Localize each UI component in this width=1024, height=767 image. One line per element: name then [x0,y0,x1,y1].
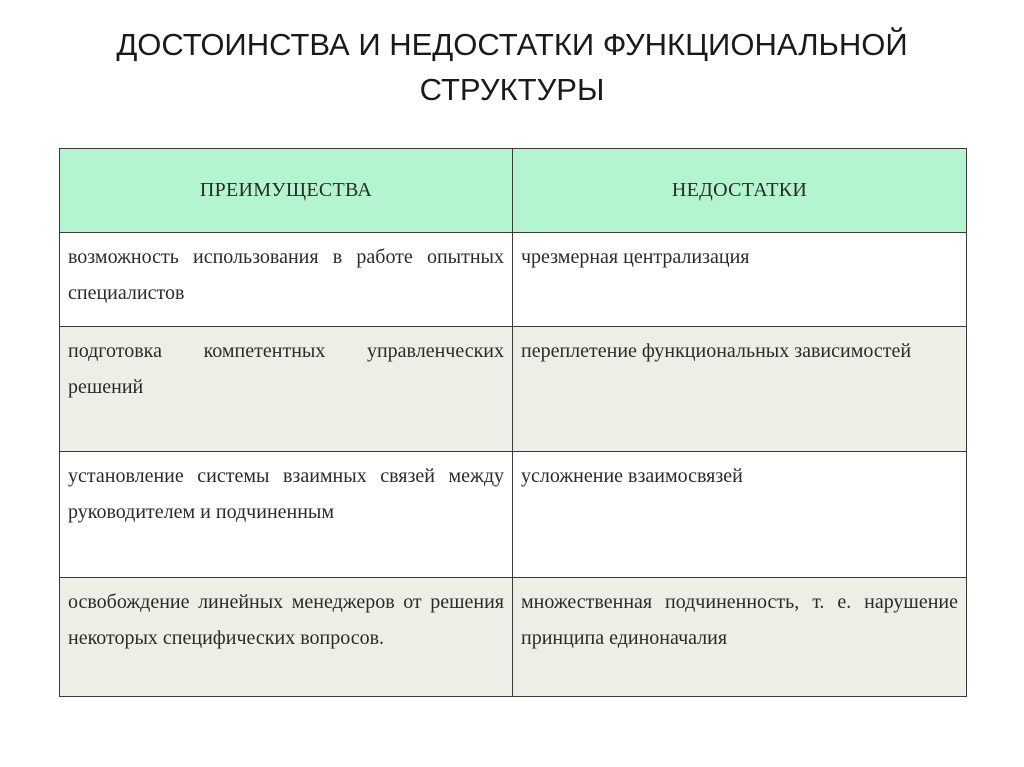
slide-title-line-1: ДОСТОИНСТВА И НЕДОСТАТКИ ФУНКЦИОНАЛЬНОЙ [116,27,908,62]
table-row [60,327,967,452]
table-row [60,452,967,578]
disadvantage-cell: множественная подчиненность, т. е. нарушение принципа единоначалия [513,578,967,697]
header-disadvantages: НЕДОСТАТКИ [513,149,967,233]
disadvantage-cell: переплетение функциональных зависимостей [513,327,967,452]
table-row [60,233,967,327]
advantage-cell: подготовка компетентных управленческих решений [60,327,513,452]
table-header-row [60,149,967,233]
slide-title [0,22,1024,112]
advantage-cell: возможность использования в работе опытных специалистов [60,233,513,327]
advantage-cell: установление системы взаимных связей между руководителем и подчиненным [60,452,513,578]
advantage-cell: освобождение линейных менеджеров от решения некоторых специфических вопросов. [60,578,513,697]
table-row [60,578,967,697]
disadvantage-cell: усложнение взаимосвязей [513,452,967,578]
comparison-table [59,148,967,697]
slide-title-line-2: СТРУКТУРЫ [419,72,605,107]
header-advantages: ПРЕИМУЩЕСТВА [60,149,513,233]
disadvantage-cell: чрезмерная централизация [513,233,967,327]
